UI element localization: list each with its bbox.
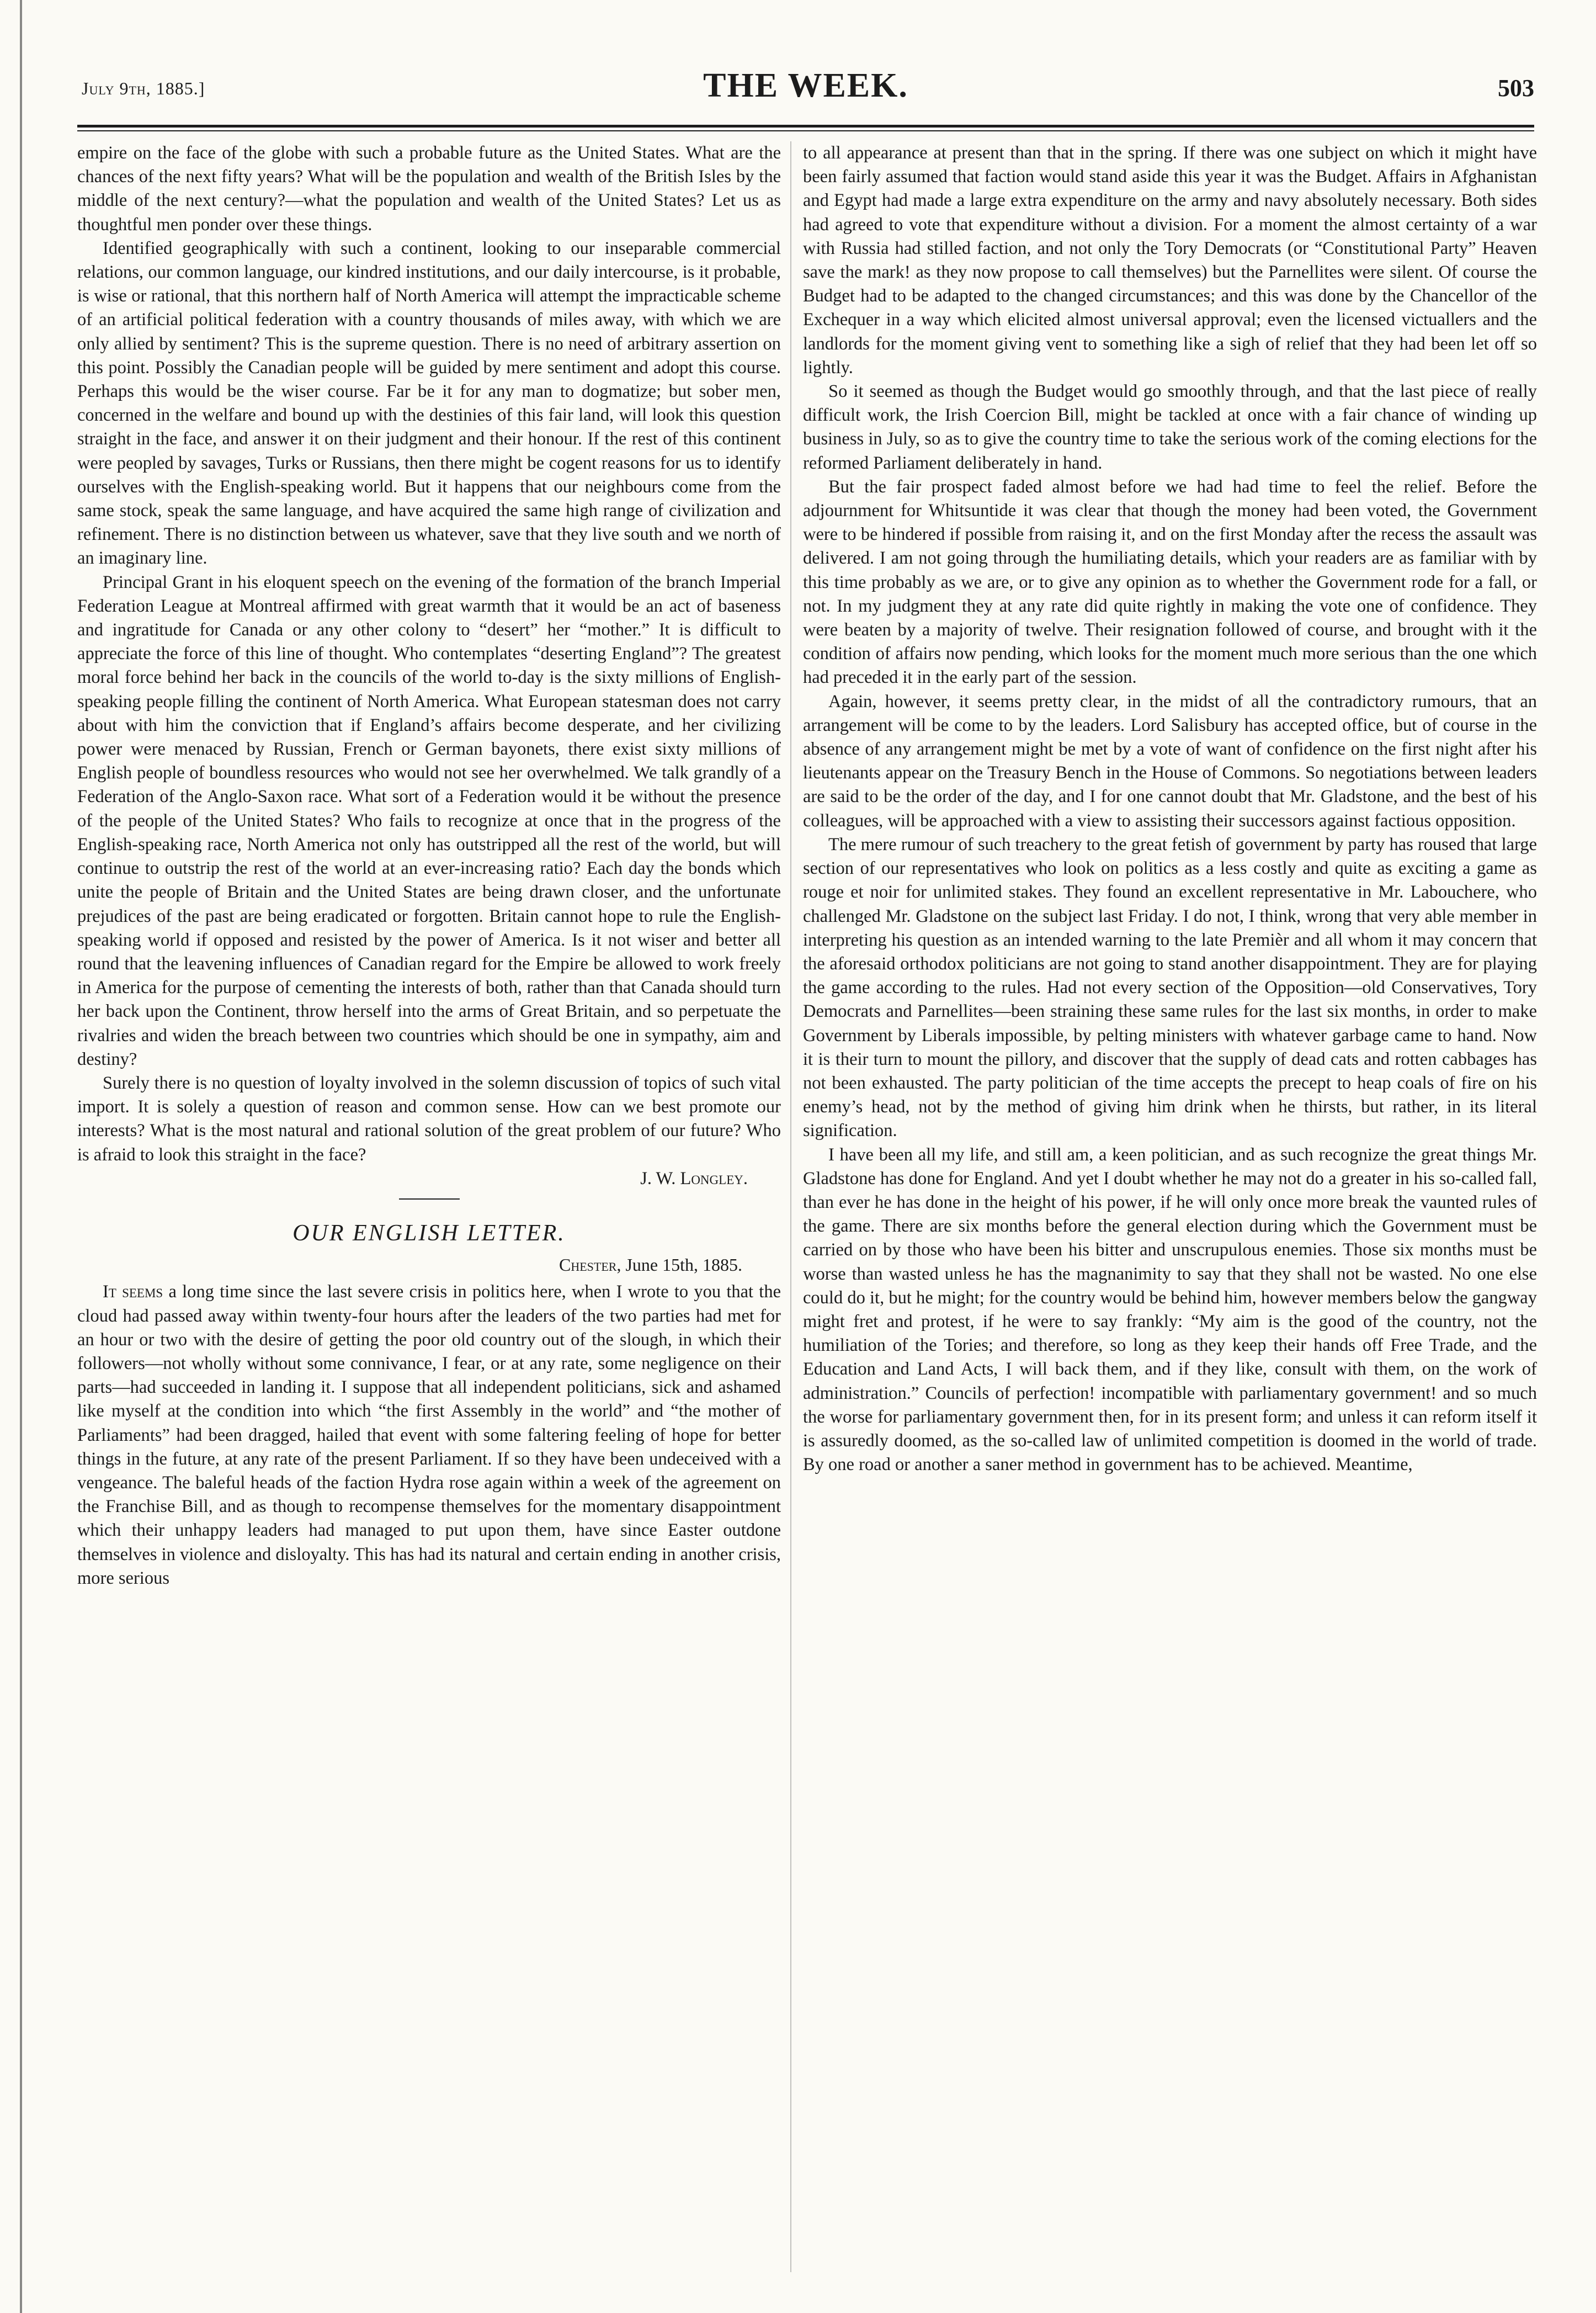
signature-line [77,1167,781,1191]
article-paragraph: empire on the face of the globe with such a probable future as the United States. What are the chances of the next fifty years? What will be the population and wealth of the British Isles by the middle of the next century?—what the population and wealth of the United States? Let us as thoughtful men ponder over these things. [77,143,781,235]
closing-paragraph [77,1071,781,1191]
left-column [77,141,781,2278]
section-title: OUR ENGLISH LETTER. [292,1220,566,1246]
article-paragraph: I have been all my life, and still am, a keen politician, and as such recognize the great things Mr. Gladstone has done for England. And yet I doubt whether he may not do a greater in his so-called fall, than ever he has done in the height of his power, if he will only once more break the vaunted rules of the game. There are six months before the general election during which the Government must be carried on by those who have been his bitter and unscrupulous enemies. Those six months must be worse than wasted unless he has the magnanimity to say that they shall not be wasted. No one else could do it, but he might; for the country would be behind him, however members below the gangway might fret and protest, if he were to say frankly: “My aim is the good of the country, not the humiliation of the Tories; and therefore, so long as they keep their hands off Free Trade, and the Education and Land Acts, I will back them, and if they like, consult with them, on the work of administration.” Councils of perfection! incompatible with parliamentary government! and so much the worse for parliamentary government then, for in its present form; and unless it can reform itself it is assuredly doomed, as the so-called law of unlimited competition is doomed in the world of trade. By one road or another a saner method in government has to be achieved. Meantime, [803,1144,1537,1475]
article-paragraph: So it seemed as though the Budget would go smoothly through, and that the last piece of really difficult work, the Irish Coercion Bill, might be tackled at once with a fair chance of winding up business in July, so as to give the country time to take the serious work of the coming elections for the reformed Parliament deliberately in hand. [803,381,1537,473]
binding-edge [20,0,22,2313]
article-paragraph: Principal Grant in his eloquent speech on the evening of the formation of the branch Imperial Federation League at Montreal affirmed with great warmth that it would be an act of baseness and ingratitude for Canada or any other colony to “desert” her “mother.” It is difficult to appreciate the force of this line of thought. Who contemplates “deserting England”? The greatest moral force behind her back in the councils of the world to-day is the sixty millions of English-speaking people filling the continent of North America. What European statesman does not carry about with him the conviction that if England’s affairs become desperate, and her civilizing power were menaced by Russian, French or German bayonets, there exist sixty millions of English people of boundless resources who would not see her overwhelmed. We talk grandly of a Federation of the Anglo-Saxon race. What sort of a Federation would it be without the presence of the people of the United States? Who fails to recognize at once that in the progress of the English-speaking race, North America not only has outstripped all the rest of the world, but will continue to outstrip the rest of the world at an ever-increasing ratio? Each day the bonds which unite the people of Britain and the United States are being drawn closer, and the unfortunate prejudices of the past are being eradicated or forgotten. Britain cannot hope to rule the English-speaking world if opposed and resisted by the power of America. Is it not wiser and better all round that the leavening influences of Canadian regard for the Empire be allowed to work freely in America for the purpose of cementing the interests of both, rather than that Canada should turn her back upon the Continent, throw herself into the arms of Great Britain, and so perpetuate the rivalries and widen the breach between two countries which should be one in sympathy, aim and destiny? [77,572,781,1069]
column-divider [790,141,791,2272]
page-number: 503 [1498,75,1534,102]
letter-text: a long time since the last severe crisis in politics here, when I wrote to you that the cloud had passed away within twenty-four hours after the leaders of the two parties had met for an hour or two with the desire of getting the poor old country out of the slough, in which their followers—not wholly without some connivance, I fear, or at any rate, some negligence on their parts—had succeeded in landing it. I suppose that all independent politicians, sick and ashamed like myself at the condition into which “the first Assembly in the world” and “the mother of Parliaments” had been dragged, hailed that event with some faltering feeling of hope for better things in the future, at any rate of the present Parliament. If so they have been undeceived with a vengeance. The baleful heads of the faction Hydra rose again within a week of the agreement on the Franchise Bill, and as though to recompense themselves for the momentary disappointment which their unhappy leaders had managed to put upon them, have since Easter outdone themselves in violence and disloyalty. This has had its natural and certain ending in another crisis, more serious [77,1282,781,1588]
dateline-city: Chester, [558,1255,621,1275]
article-paragraph: to all appearance at present than that in the spring. If there was one subject on which it might have been fairly assumed that faction would stand aside this year it was the Budget. Affairs in Afghanistan and Egypt had made a large extra expenditure on the army and navy absolutely necessary. Both sides had agreed to vote that expenditure without a division. For a moment the almost certainty of a war with Russia had stilled faction, and not only the Tory Democrats (or “Constitutional Party” Heaven save the mark! as they now propose to call themselves) but the Parnellites were silent. Of course the Budget had to be adapted to the changed circumstances; and this was done by the Chancellor of the Exchequer in a way which elicited almost universal approval; even the licensed victuallers and the landlords for the moment giving vent to something like a sigh of relief that they had been let off so lightly. [803,143,1537,378]
article-paragraph: But the fair prospect faded almost before we had had time to feel the relief. Before the adjournment for Whitsuntide it was clear that though the money had been voted, the Government were to be hindered if possible from raising it, and on the first Monday after the recess the assault was delivered. I am not going through the humiliating details, which your readers are as familiar with by this time probably as we are, or to give any opinion as to whether the Government rode for a fall, or not. In my judgment they at any rate did quite rightly in making the vote one of confidence. They were beaten by a majority of twelve. Their resignation followed of course, and brought with it the condition of affairs now pending, which looks for the moment much more serious than the one which had preceded it in the early part of the session. [803,476,1537,688]
header-rule-thin [77,130,1534,131]
header-rule-thick [77,125,1534,128]
article-paragraph: The mere rumour of such treachery to the great fetish of government by party has roused that large section of our representatives who look on politics as a less costly and quite as exciting a game as rouge et noir for unlimited stakes. They found an excellent representative in Mr. Labouchere, who challenged Mr. Gladstone on the subject last Friday. I do not, I think, wrong that very able member in interpreting his question as an intended warning to the late Premièr and all whom it may concern that the aforesaid orthodox politicians are not going to stand another disappointment. They are for playing the game according to the rules. Had not every section of the Opposition—old Conservatives, Tory Democrats and Parnellites—been straining these same rules for the last six months, in order to make Government by Liberals impossible, by pelting ministers with whatever garbage came to hand. Now it is their turn to mount the pillory, and discover that the supply of dead cats and rotten cabbages has not been exhausted. The party politician of the time accepts the precept to heap coals of fire on his enemy’s head, not by the method of giving him drink when he thirsts, but rather, in its literal signification. [803,834,1537,1141]
section-divider [399,1198,460,1200]
page-header [77,62,1534,123]
issue-date: July 9th, 1885.] [82,78,205,98]
opening-words: It seems [103,1282,163,1302]
article-paragraph: Again, however, it seems pretty clear, in the midst of all the contradictory rumours, that an arrangement will be come to by the leaders. Lord Salisbury has accepted office, but of course in the absence of any arrangement might be met by a vote of want of confidence on the first night after his lieutenants appear on the Treasury Bench in the House of Commons. So negotiations between leaders are said to be the order of the day, and I for one cannot doubt that Mr. Gladstone, and the best of his colleagues, will be approached with a view to assisting their successors against factious opposition. [803,691,1537,831]
article-paragraph: Identified geographically with such a continent, looking to our inseparable commercial relations, our common language, our kindred institutions, and our daily intercourse, is it probable, is wise or rational, that this northern half of North America will attempt the impracticable scheme of an artificial political federation with a country thousands of miles away, with which we are only allied by sentiment? This is the supreme question. There is no need of arbitrary assertion on this point. Possibly the Canadian people will be guided by mere sentiment and adopt this course. Perhaps this would be the wiser course. Far be it for any man to dogmatize; but sober men, concerned in the welfare and bound up with the destinies of this fair land, will look this question straight in the face, and answer it on their judgment and their honour. If the rest of this continent were peopled by savages, Turks or Russians, then there might be cogent reasons for us to identify ourselves with the English-speaking world. But it happens that our neighbours come from the same stock, speak the same language, and have acquired the same high range of civilization and refinement. There is no distinction between us whatever, save that they live south and we north of an imaginary line. [77,238,781,569]
article-paragraph: Surely there is no question of loyalty involved in the solemn discussion of topics of such vital import. It is solely a question of reason and common sense. How can we best promote our interests? What is the most natural and rational solution of the great problem of our future? Who is afraid to look this straight in the face? [77,1073,781,1165]
author-signature: J. W. Longley. [640,1168,748,1189]
letter-dateline [77,1253,781,1277]
dateline-date: June 15th, 1885. [625,1255,742,1275]
publication-title: THE WEEK. [703,67,908,104]
letter-paragraph [77,1280,781,1590]
right-column [803,141,1537,2283]
